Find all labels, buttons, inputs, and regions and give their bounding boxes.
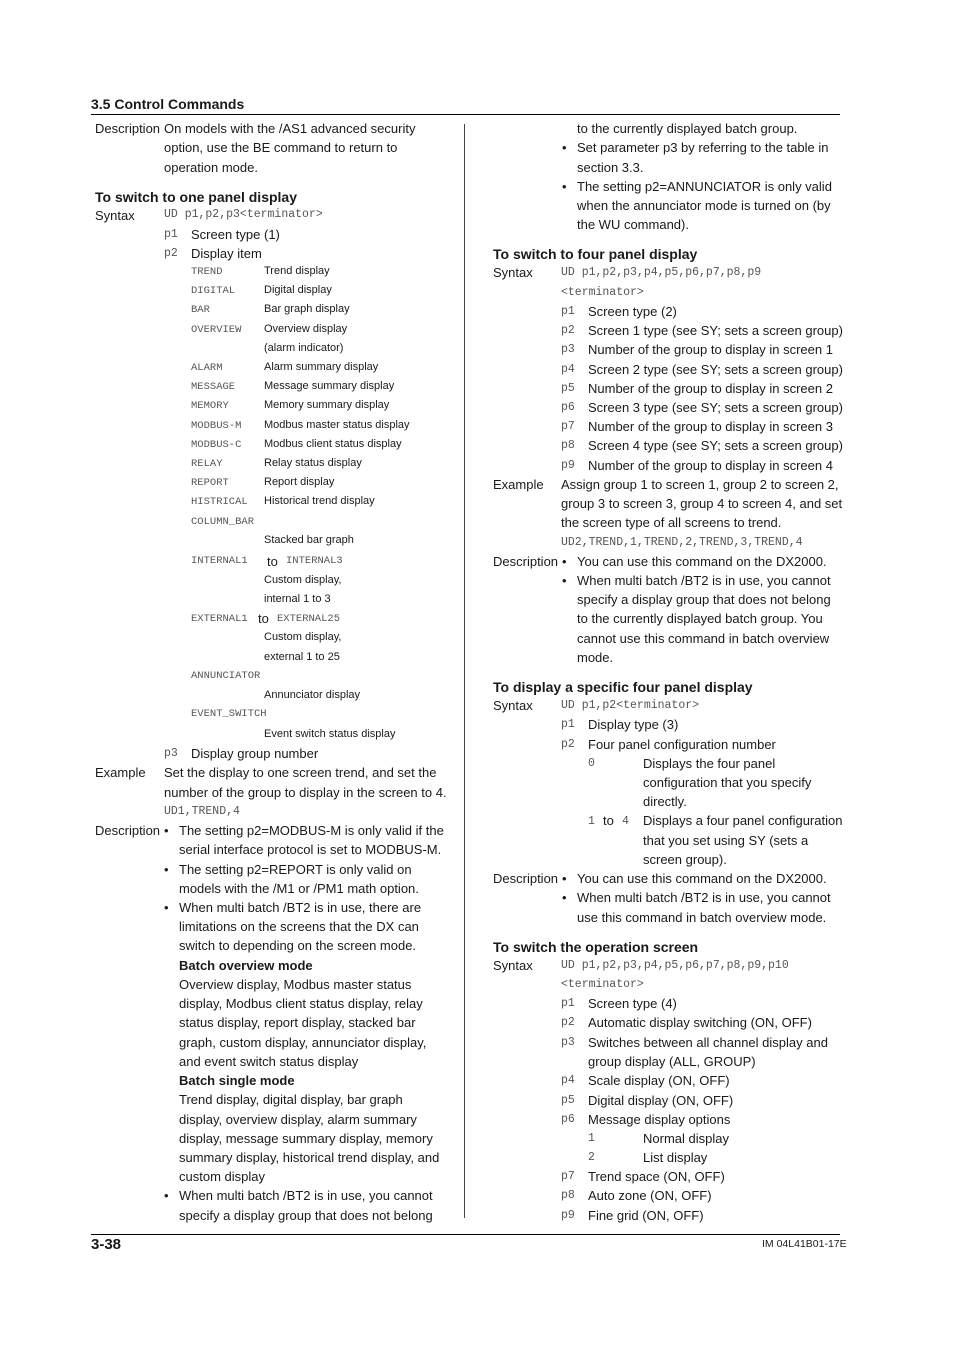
heading-four-panel: To switch to four panel display xyxy=(493,246,698,262)
item-text: Trend display xyxy=(264,265,330,277)
item-text: external 1 to 25 xyxy=(264,651,340,663)
item-text: Modbus client status display xyxy=(264,437,402,450)
batch-overview-line: graph, custom display, annunciator display, xyxy=(179,1035,427,1050)
param-code: p6 xyxy=(561,1112,575,1126)
param-text: Switches between all channel display and xyxy=(588,1034,828,1050)
option-text: Displays the four panel xyxy=(643,756,776,771)
item-code: OVERVIEW xyxy=(191,323,242,336)
param-code: p2 xyxy=(561,1016,575,1030)
batch-overview-line: display, Modbus client status display, relay xyxy=(179,996,423,1011)
batch-overview-line: status display, report display, stacked bar xyxy=(179,1015,416,1030)
heading-one-panel: To switch to one panel display xyxy=(95,189,297,205)
param-text: Scale display (ON, OFF) xyxy=(588,1073,730,1089)
syntax-code: <terminator> xyxy=(561,978,644,991)
example-line: number of the group to display in the screen to 4. xyxy=(164,785,447,800)
batch-overview-line: Overview display, Modbus master status xyxy=(179,977,412,992)
item-code: MESSAGE xyxy=(191,381,236,394)
desc-line: You can use this command on the DX2000. xyxy=(577,871,827,886)
param-code: p5 xyxy=(561,1093,575,1107)
param-text: Screen 4 type (see SY; sets a screen group) xyxy=(588,438,843,454)
item-text: Annunciator display xyxy=(264,689,361,701)
external-from: EXTERNAL1 xyxy=(191,613,248,625)
param-code: p3 xyxy=(561,343,575,357)
option-text: Displays a four panel configuration xyxy=(643,813,843,828)
item-text: Report display xyxy=(264,476,335,489)
syntax-code: UD p1,p2<terminator> xyxy=(561,699,700,712)
item-code: MEMORY xyxy=(191,400,229,413)
option-code: 2 xyxy=(588,1151,595,1164)
bullet-line: specify a display group that does not belong xyxy=(179,1208,433,1223)
example-code: UD2,TREND,1,TREND,2,TREND,3,TREND,4 xyxy=(561,536,803,549)
param-code: p2 xyxy=(164,247,178,260)
item-text: Relay status display xyxy=(264,457,362,469)
option-text: that you set using SY (sets a xyxy=(643,833,809,848)
param-code: p3 xyxy=(561,1035,575,1049)
param-code: p1 xyxy=(561,718,575,731)
syntax-label: Syntax xyxy=(493,958,533,973)
bullet-line: When multi batch /BT2 is in use, there are xyxy=(179,900,422,915)
example-label: Example xyxy=(95,765,146,780)
option-code: 0 xyxy=(588,757,595,770)
cont-line: to the currently displayed batch group. xyxy=(577,121,798,136)
batch-single-line: display, message summary display, memory xyxy=(179,1131,433,1146)
cont-line: when the annunciator mode is turned on (by xyxy=(577,198,831,213)
desc-line: use this command in batch overview mode. xyxy=(577,910,827,925)
param-text: Four panel configuration number xyxy=(588,737,776,752)
param-text: Trend space (ON, OFF) xyxy=(588,1169,725,1184)
bullet-icon: • xyxy=(164,823,169,838)
desc-line: cannot use this command in batch overview xyxy=(577,631,830,646)
option-to: to xyxy=(603,813,614,828)
param-code: p4 xyxy=(561,1074,575,1088)
item-text: Custom display, xyxy=(264,574,342,586)
desc-line: operation mode. xyxy=(164,160,258,175)
external-to: EXTERNAL25 xyxy=(277,613,341,625)
option-text: Normal display xyxy=(643,1131,729,1146)
param-text: group display (ALL, GROUP) xyxy=(588,1053,756,1069)
item-text: internal 1 to 3 xyxy=(264,593,331,605)
option-text: List display xyxy=(643,1150,708,1165)
heading-specific-four-panel: To display a specific four panel display xyxy=(493,679,753,695)
column-divider xyxy=(464,124,465,1218)
desc-line: to the currently displayed batch group. You xyxy=(577,611,823,626)
bullet-icon: • xyxy=(562,179,567,194)
desc-label: Description xyxy=(95,121,161,136)
item-text: Historical trend display xyxy=(264,495,375,508)
example-line: Set the display to one screen trend, and set the xyxy=(164,765,437,780)
item-text: Memory summary display xyxy=(264,399,390,412)
param-code: p6 xyxy=(561,401,575,414)
bullet-line: switch to depending on the screen mode. xyxy=(179,938,417,953)
heading-operation-screen: To switch the operation screen xyxy=(493,939,699,955)
param-text: Automatic display switching (ON, OFF) xyxy=(588,1015,812,1031)
item-code: RELAY xyxy=(191,458,223,470)
footer-rule xyxy=(91,1234,840,1235)
item-code: HISTRICAL xyxy=(191,496,248,509)
desc-line: When multi batch /BT2 is in use, you cannot xyxy=(577,890,831,905)
bullet-icon: • xyxy=(164,1188,169,1203)
option-text: directly. xyxy=(643,794,687,809)
param-code: p9 xyxy=(561,1208,575,1222)
example-code: UD1,TREND,4 xyxy=(164,805,240,818)
doc-number: IM 04L41B01-17E xyxy=(762,1238,847,1250)
example-line: the screen type of all screens to trend. xyxy=(561,515,782,530)
internal-to: INTERNAL3 xyxy=(286,555,343,567)
item-text: (alarm indicator) xyxy=(264,341,344,354)
batch-single-line: summary display, historical trend display, and xyxy=(179,1150,440,1165)
internal-from: INTERNAL1 xyxy=(191,555,248,567)
bullet-line: When multi batch /BT2 is in use, you cannot xyxy=(179,1188,433,1203)
param-text: Fine grid (ON, OFF) xyxy=(588,1207,704,1223)
desc-line: On models with the /AS1 advanced security xyxy=(164,121,416,136)
param-text: Number of the group to display in screen 3 xyxy=(588,419,833,435)
item-code: EVENT_SWITCH xyxy=(191,708,267,720)
param-text: Screen 1 type (see SY; sets a screen group) xyxy=(588,323,843,339)
param-code: p1 xyxy=(164,228,178,241)
syntax-code: UD p1,p2,p3<terminator> xyxy=(164,208,323,221)
batch-overview-line: and event switch status display xyxy=(179,1054,359,1069)
option-text: configuration that you specify xyxy=(643,775,812,790)
bullet-line: The setting p2=REPORT is only valid on xyxy=(179,862,412,877)
syntax-code: <terminator> xyxy=(561,286,644,299)
page-number: 3-38 xyxy=(91,1236,122,1253)
bullet-icon: • xyxy=(562,890,567,905)
param-text: Display item xyxy=(191,246,262,261)
bullet-line: models with the /M1 or /PM1 math option. xyxy=(179,881,419,896)
param-text: Display type (3) xyxy=(588,717,679,732)
param-text: Number of the group to display in screen 1 xyxy=(588,342,833,358)
param-code: p7 xyxy=(561,1170,575,1183)
item-code: MODBUS-M xyxy=(191,419,242,432)
item-code: BAR xyxy=(191,304,210,317)
item-text: Bar graph display xyxy=(264,303,350,316)
desc-line: You can use this command on the DX2000. xyxy=(577,554,827,569)
desc-line: When multi batch /BT2 is in use, you cannot xyxy=(577,573,831,588)
example-line: Assign group 1 to screen 1, group 2 to screen 2, xyxy=(561,477,839,492)
item-code: TREND xyxy=(191,266,223,278)
desc-label: Description xyxy=(493,871,559,886)
item-code: REPORT xyxy=(191,477,229,490)
bullet-icon: • xyxy=(562,871,567,886)
option-code: 1 xyxy=(588,815,595,828)
desc-line: option, use the BE command to return to xyxy=(164,140,398,155)
param-code: p7 xyxy=(561,420,575,434)
section-title: 3.5 Control Commands xyxy=(91,96,245,112)
external-to-word: to xyxy=(258,611,269,626)
item-text: Message summary display xyxy=(264,380,395,393)
item-text: Digital display xyxy=(264,284,332,297)
item-code: MODBUS-C xyxy=(191,438,242,451)
param-text: Auto zone (ON, OFF) xyxy=(588,1188,712,1204)
batch-overview-title: Batch overview mode xyxy=(179,958,313,973)
param-code: p1 xyxy=(561,305,575,318)
param-code: p2 xyxy=(561,738,575,751)
param-text: Number of the group to display in screen 2 xyxy=(588,380,833,396)
param-text: Message display options xyxy=(588,1111,731,1127)
syntax-code: UD p1,p2,p3,p4,p5,p6,p7,p8,p9,p10 xyxy=(561,959,789,972)
syntax-code: UD p1,p2,p3,p4,p5,p6,p7,p8,p9 xyxy=(561,266,762,279)
param-code: p9 xyxy=(561,458,575,472)
cont-line: the WU command). xyxy=(577,217,689,232)
param-text: Screen type (2) xyxy=(588,304,677,319)
item-text: Alarm summary display xyxy=(264,361,379,373)
param-code: p2 xyxy=(561,324,575,338)
item-code: ANNUNCIATOR xyxy=(191,670,261,682)
example-label: Example xyxy=(493,477,544,492)
option-code: 4 xyxy=(622,815,629,828)
item-text: Stacked bar graph xyxy=(264,533,354,546)
bullet-line: limitations on the screens that the DX can xyxy=(179,919,419,934)
param-text: Screen type (1) xyxy=(191,227,280,242)
param-code: p5 xyxy=(561,381,575,395)
item-text: Modbus master status display xyxy=(264,418,410,431)
bullet-line: The setting p2=MODBUS-M is only valid if the xyxy=(179,823,444,838)
bullet-icon: • xyxy=(164,900,169,915)
param-code: p4 xyxy=(561,362,575,376)
syntax-label: Syntax xyxy=(493,265,533,280)
cont-line: section 3.3. xyxy=(577,160,644,175)
bullet-icon: • xyxy=(164,862,169,877)
syntax-label: Syntax xyxy=(493,698,533,713)
param-code: p8 xyxy=(561,1189,575,1203)
desc-line: mode. xyxy=(577,650,614,665)
item-text: Custom display, xyxy=(264,631,342,643)
bullet-line: serial interface protocol is set to MODBUS-M. xyxy=(179,842,442,857)
cont-line: Set parameter p3 by referring to the table in xyxy=(577,140,829,155)
param-code: p1 xyxy=(561,997,575,1010)
param-text: Screen 2 type (see SY; sets a screen group) xyxy=(588,361,843,377)
item-code: DIGITAL xyxy=(191,285,236,298)
param-code: p3 xyxy=(164,747,178,760)
desc-line: specify a display group that does not belong xyxy=(577,592,831,607)
item-code: ALARM xyxy=(191,362,223,374)
batch-single-line: custom display xyxy=(179,1169,265,1184)
desc2-label: Description xyxy=(95,823,161,838)
internal-to-word: to xyxy=(267,554,278,569)
bullet-icon: • xyxy=(562,573,567,588)
batch-single-title: Batch single mode xyxy=(179,1073,295,1088)
cont-line: The setting p2=ANNUNCIATOR is only valid xyxy=(577,179,832,194)
header-rule xyxy=(91,114,840,115)
batch-single-line: display, overview display, alarm summary xyxy=(179,1112,417,1127)
syntax-label: Syntax xyxy=(95,208,135,223)
item-code: COLUMN_BAR xyxy=(191,515,255,528)
example-line: group 3 to screen 3, group 4 to screen 4, and set xyxy=(561,496,843,511)
param-text: Number of the group to display in screen 4 xyxy=(588,457,833,473)
param-text: Digital display (ON, OFF) xyxy=(588,1092,734,1108)
item-text: Overview display xyxy=(264,322,348,335)
item-text: Event switch status display xyxy=(264,728,396,740)
bullet-icon: • xyxy=(562,554,567,569)
option-text: screen group). xyxy=(643,852,727,867)
param-code: p8 xyxy=(561,439,575,453)
param-text: Screen 3 type (see SY; sets a screen group) xyxy=(588,400,843,415)
desc-label: Description xyxy=(493,554,559,569)
option-code: 1 xyxy=(588,1132,595,1145)
param-text: Screen type (4) xyxy=(588,996,677,1011)
param-text: Display group number xyxy=(191,746,319,761)
bullet-icon: • xyxy=(562,140,567,155)
batch-single-line: Trend display, digital display, bar graph xyxy=(179,1092,403,1107)
